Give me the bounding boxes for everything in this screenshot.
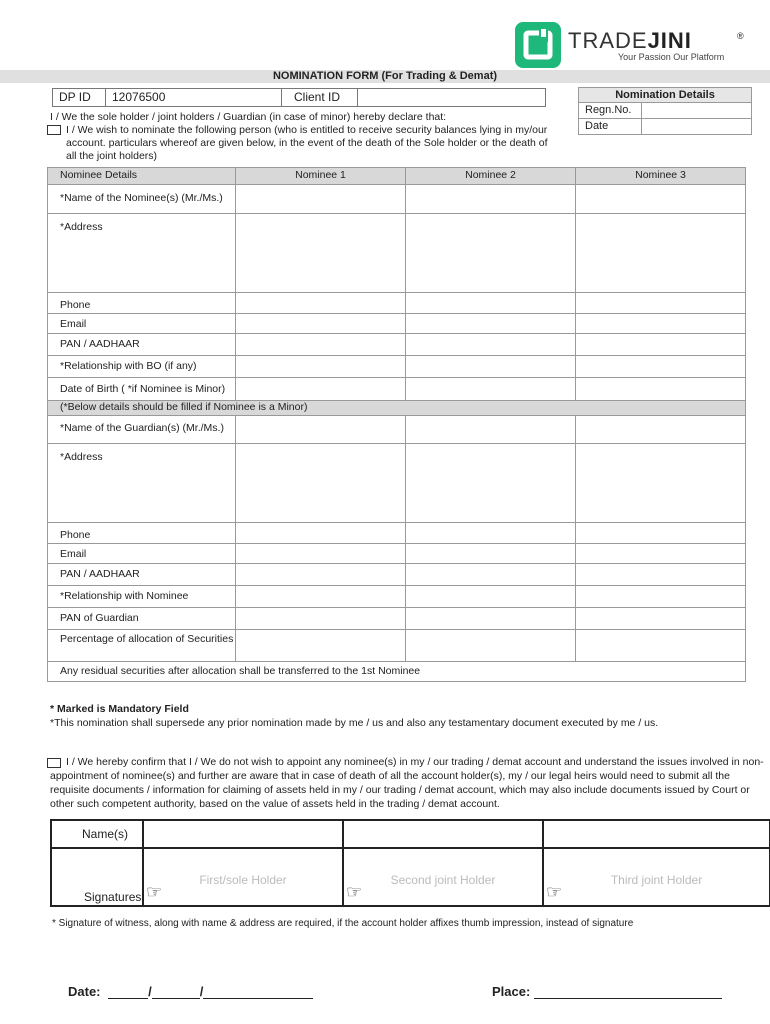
table-row [48,214,746,293]
row-label: Phone [48,523,236,544]
guardian-cell[interactable] [236,544,406,564]
table-header-row [48,168,746,185]
signature-box[interactable] [343,848,543,906]
guardian-cell[interactable] [236,630,406,662]
date-field[interactable] [642,119,751,134]
nominee-cell[interactable] [406,356,576,378]
mandatory-note: * Marked is Mandatory Field [50,703,189,715]
holder-placeholder: Third joint Holder [610,873,703,887]
brand-tagline: Your Passion Our Platform [618,52,725,62]
row-label: *Name of the Nominee(s) (Mr./Ms.) [48,185,236,214]
declaration-line-3: account. particulars whereof are given below, in the event of the death of the Sole holder or the death of [66,137,548,149]
form-title: NOMINATION FORM (For Trading & Demat) [272,70,498,82]
nominee-cell[interactable] [236,293,406,314]
guardian-cell[interactable] [406,586,576,608]
opt-out-checkbox[interactable] [47,758,61,768]
table-row [48,444,746,523]
nomination-details-title: Nomination Details [579,88,751,102]
declaration-line-4: all the joint holders) [66,150,158,162]
nominee-cell[interactable] [236,214,406,293]
footer-place-label: Place: [492,984,531,999]
nominee-cell[interactable] [576,293,746,314]
nominee-cell[interactable] [576,356,746,378]
guardian-cell[interactable] [576,630,746,662]
guardian-cell[interactable] [236,416,406,444]
holder-name-field[interactable] [543,820,770,848]
column-header: Nominee 1 [236,168,406,185]
pointing-hand-icon: ☞ [346,882,363,902]
guardian-cell[interactable] [576,564,746,586]
nominee-cell[interactable] [406,293,576,314]
opt-out-line-3: requisite documents / information for claiming of assets held in my / our trading / demat account, which may also include documents issued by Court or [50,784,750,796]
row-label: Email [48,314,236,334]
minor-section-label: (*Below details should be filled if Nominee is a Minor) [48,401,746,416]
guardian-cell[interactable] [406,523,576,544]
client-id-label: Client ID [282,89,358,106]
pointing-hand-icon: ☞ [546,882,563,902]
date-separator: / [148,984,152,999]
client-id-field[interactable] [358,89,545,106]
table-row [48,630,746,662]
row-label: *Relationship with BO (if any) [48,356,236,378]
nominee-cell[interactable] [406,185,576,214]
holder-placeholder: First/sole Holder [199,873,287,887]
row-label: Email [48,544,236,564]
signature-box[interactable] [143,848,343,906]
guardian-cell[interactable] [406,544,576,564]
column-header: Nominee 3 [576,168,746,185]
nominee-table [47,167,746,682]
guardian-cell[interactable] [406,444,576,523]
date-separator: / [199,984,204,999]
guardian-cell[interactable] [576,608,746,630]
table-row [48,544,746,564]
date-line [68,984,313,999]
table-row [48,416,746,444]
dp-id-label: DP ID [53,89,106,106]
residual-note: Any residual securities after allocation shall be transferred to the 1st Nominee [48,662,746,682]
signature-box[interactable] [543,848,770,906]
holder-placeholder: Second joint Holder [390,873,496,887]
nominee-cell[interactable] [576,314,746,334]
row-label: PAN of Guardian [48,608,236,630]
nominee-cell[interactable] [576,214,746,293]
names-row [51,820,770,848]
registered-mark: ® [737,31,744,41]
nomination-details-box [578,87,752,135]
table-row [48,523,746,544]
place-field[interactable] [534,986,722,999]
guardian-cell[interactable] [236,608,406,630]
declaration-line-1: I / We the sole holder / joint holders / Guardian (in case of minor) hereby declare that: [50,111,447,123]
guardian-cell[interactable] [406,564,576,586]
declaration-line-2: I / We wish to nominate the following person (who is entitled to receive security balances lying in my/our [66,124,548,136]
guardian-cell[interactable] [236,564,406,586]
row-label: PAN / AADHAAR [48,564,236,586]
row-label: PAN / AADHAAR [48,334,236,356]
guardian-cell[interactable] [576,586,746,608]
nominee-cell[interactable] [406,314,576,334]
signatures-label: Signatures [51,848,143,906]
names-label: Name(s) [51,820,143,848]
guardian-cell[interactable] [236,586,406,608]
date-year-field[interactable] [203,986,313,999]
table-row [48,185,746,214]
dp-id-value[interactable]: 12076500 [106,89,282,106]
nominee-cell[interactable] [576,185,746,214]
row-label: Phone [48,293,236,314]
date-label: Date [579,119,642,134]
nominate-checkbox[interactable] [47,125,61,135]
table-row [48,293,746,314]
nominee-cell[interactable] [236,185,406,214]
brand-name: TRADEJINI [568,28,692,53]
regn-no-field[interactable] [642,103,751,118]
guardian-cell[interactable] [576,544,746,564]
table-row [48,586,746,608]
nominee-cell[interactable] [236,356,406,378]
guardian-cell[interactable] [576,523,746,544]
nominee-cell[interactable] [236,314,406,334]
table-row [48,314,746,334]
row-label: *Name of the Guardian(s) (Mr./Ms.) [48,416,236,444]
guardian-cell[interactable] [236,523,406,544]
table-row [48,608,746,630]
nominee-cell[interactable] [576,334,746,356]
witness-note: * Signature of witness, along with name & address are required, if the account holder affixes thumb impression, instead of signature [52,918,634,929]
row-label: Date of Birth ( *if Nominee is Minor) [48,378,236,401]
date-day-field[interactable] [108,986,148,999]
supersede-note: *This nomination shall supersede any prior nomination made by me / us and also any testamentary document executed by me / us. [50,717,659,729]
opt-out-line-4: other such competent authority, based on the value of assets held in the trading / demat account. [50,798,500,810]
table-row [48,564,746,586]
opt-out-line-1: I / We hereby confirm that I / We do not wish to appoint any nominee(s) in my / our trading / demat account and understand the issues involved in non- [66,756,764,768]
nominee-cell[interactable] [406,334,576,356]
date-month-field[interactable] [152,986,200,999]
guardian-cell[interactable] [576,416,746,444]
holder-name-field[interactable] [343,820,543,848]
guardian-cell[interactable] [406,416,576,444]
nominee-cell[interactable] [236,378,406,401]
footer-date-label: Date: [68,984,101,999]
table-row [48,356,746,378]
table-row [48,334,746,356]
nominee-cell[interactable] [406,214,576,293]
signatures-table [50,819,770,907]
row-label: *Address [48,214,236,293]
opt-out-line-2: appointment of nominee(s) and further are aware that in case of death of all the account holder(s), my / our legal heirs would need to submit all the [50,770,730,782]
column-header: Nominee 2 [406,168,576,185]
signatures-row [51,848,770,906]
nominee-cell[interactable] [576,378,746,401]
tradejini-logo-icon [515,22,561,68]
column-header: Nominee Details [48,168,236,185]
row-label: Percentage of allocation of Securities [48,630,236,662]
place-line [492,984,722,999]
nominee-cell[interactable] [406,378,576,401]
guardian-cell[interactable] [576,444,746,523]
nominee-cell[interactable] [236,334,406,356]
row-label: *Relationship with Nominee [48,586,236,608]
minor-section-row [48,401,746,416]
guardian-cell[interactable] [236,444,406,523]
pointing-hand-icon: ☞ [146,882,163,902]
guardian-cell[interactable] [406,630,576,662]
row-label: *Address [48,444,236,523]
guardian-cell[interactable] [406,608,576,630]
dp-id-row [52,88,546,107]
residual-row [48,662,746,682]
table-row [48,378,746,401]
holder-name-field[interactable] [143,820,343,848]
regn-no-label: Regn.No. [579,103,642,118]
